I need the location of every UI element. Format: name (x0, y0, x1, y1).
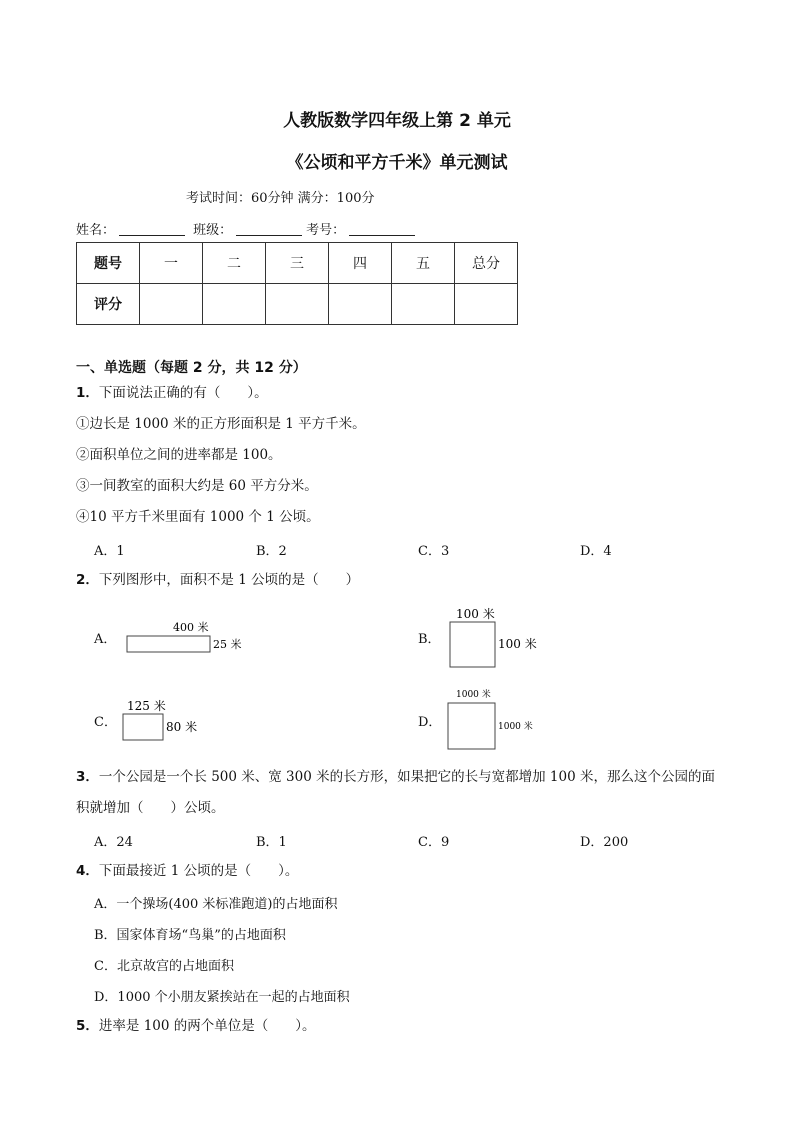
score-input-cell[interactable] (140, 284, 203, 325)
score-input-cell[interactable] (329, 284, 392, 325)
class-blank[interactable] (236, 223, 302, 236)
question-number: 5． (76, 1018, 99, 1034)
option-a[interactable]: A．24 (94, 835, 133, 850)
option-a[interactable]: A．1 (94, 544, 125, 559)
figure-rectangle (127, 636, 210, 652)
option-c[interactable]: C．北京故宫的占地面积 (94, 959, 234, 974)
figure-top-label: 100 米 (456, 607, 495, 621)
question-number: 3． (76, 769, 99, 785)
figure-side-label: 1000 米 (498, 722, 533, 732)
figure-side-label: 25 米 (213, 638, 242, 651)
option-d[interactable]: D． (418, 715, 442, 730)
option-c[interactable]: C．3 (418, 544, 450, 559)
option-b[interactable]: B． (418, 632, 441, 647)
rectangle-figure-a (120, 616, 250, 658)
class-label: 班级： (193, 223, 233, 238)
question-number: 1． (76, 385, 99, 401)
question-stem: 下面说法正确的有（ ）。 (98, 385, 268, 401)
figure-rectangle (448, 703, 495, 749)
question-5 (76, 1016, 316, 1036)
q1-statement: ①边长是 1000 米的正方形面积是 1 平方千米。 (76, 416, 366, 432)
score-input-cell[interactable] (266, 284, 329, 325)
score-table-cell: 三 (266, 243, 329, 284)
option-b[interactable]: B．国家体育场“鸟巢”的占地面积 (94, 928, 286, 943)
number-blank[interactable] (349, 223, 415, 236)
option-b[interactable]: B．2 (256, 544, 287, 559)
score-table-cell: 题号 (77, 243, 140, 284)
score-input-cell[interactable] (455, 284, 518, 325)
question-stem: 进率是 100 的两个单位是（ ）。 (98, 1018, 316, 1034)
rectangle-figure-c (118, 696, 208, 746)
option-c[interactable]: C．9 (418, 835, 450, 850)
exam-info: 考试时间：60分钟 满分：100分 (186, 191, 375, 206)
option-a[interactable]: A．一个操场(400 米标准跑道)的占地面积 (94, 897, 338, 912)
option-a[interactable]: A． (94, 632, 117, 647)
score-table-cell: 二 (203, 243, 266, 284)
option-d[interactable]: D．4 (580, 544, 612, 559)
score-table-header-row (77, 243, 518, 284)
figure-top-label: 400 米 (173, 621, 209, 634)
score-input-cell[interactable] (203, 284, 266, 325)
page-subtitle: 《公顷和平方千米》单元测试 (286, 153, 508, 173)
option-d[interactable]: D．1000 个小朋友紧挨站在一起的占地面积 (94, 990, 350, 1005)
option-b[interactable]: B．1 (256, 835, 287, 850)
score-table-score-row (77, 284, 518, 325)
score-table-cell: 一 (140, 243, 203, 284)
q1-statement: ④10 平方千米里面有 1000 个 1 公顷。 (76, 509, 320, 525)
figure-side-label: 80 米 (166, 720, 198, 734)
figure-rectangle (450, 622, 495, 667)
question-2 (76, 570, 359, 590)
score-row-label: 评分 (77, 284, 140, 325)
student-info-row (76, 219, 419, 238)
question-3-continued: 积就增加（ ）公顷。 (76, 800, 225, 816)
score-table-cell: 五 (392, 243, 455, 284)
question-stem: 下面最接近 1 公顷的是（ ）。 (98, 863, 299, 879)
figure-side-label: 100 米 (498, 637, 537, 651)
question-4 (76, 861, 298, 881)
score-table (76, 242, 518, 325)
question-stem: 下列图形中，面积不是 1 公顷的是（ ） (98, 572, 360, 588)
option-d[interactable]: D．200 (580, 835, 629, 850)
question-1 (76, 383, 268, 403)
page-title: 人教版数学四年级上第 2 单元 (283, 111, 511, 131)
score-input-cell[interactable] (392, 284, 455, 325)
question-3 (76, 767, 756, 787)
rectangle-figure-d (440, 686, 550, 756)
question-stem: 一个公园是一个长 500 米、宽 300 米的长方形，如果把它的长与宽都增加 100 米，那么这个公园的面 (98, 769, 715, 785)
name-label: 姓名： (76, 223, 116, 238)
figure-top-label: 1000 米 (456, 690, 491, 700)
name-blank[interactable] (119, 223, 185, 236)
q1-statement: ②面积单位之间的进率都是 100。 (76, 447, 282, 463)
section-title: 一、单选题（每题 2 分，共 12 分） (76, 360, 307, 376)
question-number: 2． (76, 572, 99, 588)
rectangle-figure-b (440, 604, 550, 674)
option-c[interactable]: C． (94, 715, 117, 730)
number-label: 考号： (306, 223, 346, 238)
figure-rectangle (123, 714, 163, 740)
score-table-cell: 四 (329, 243, 392, 284)
q1-statement: ③一间教室的面积大约是 60 平方分米。 (76, 478, 318, 494)
score-table-cell: 总分 (455, 243, 518, 284)
question-number: 4． (76, 863, 99, 879)
figure-top-label: 125 米 (127, 699, 166, 713)
